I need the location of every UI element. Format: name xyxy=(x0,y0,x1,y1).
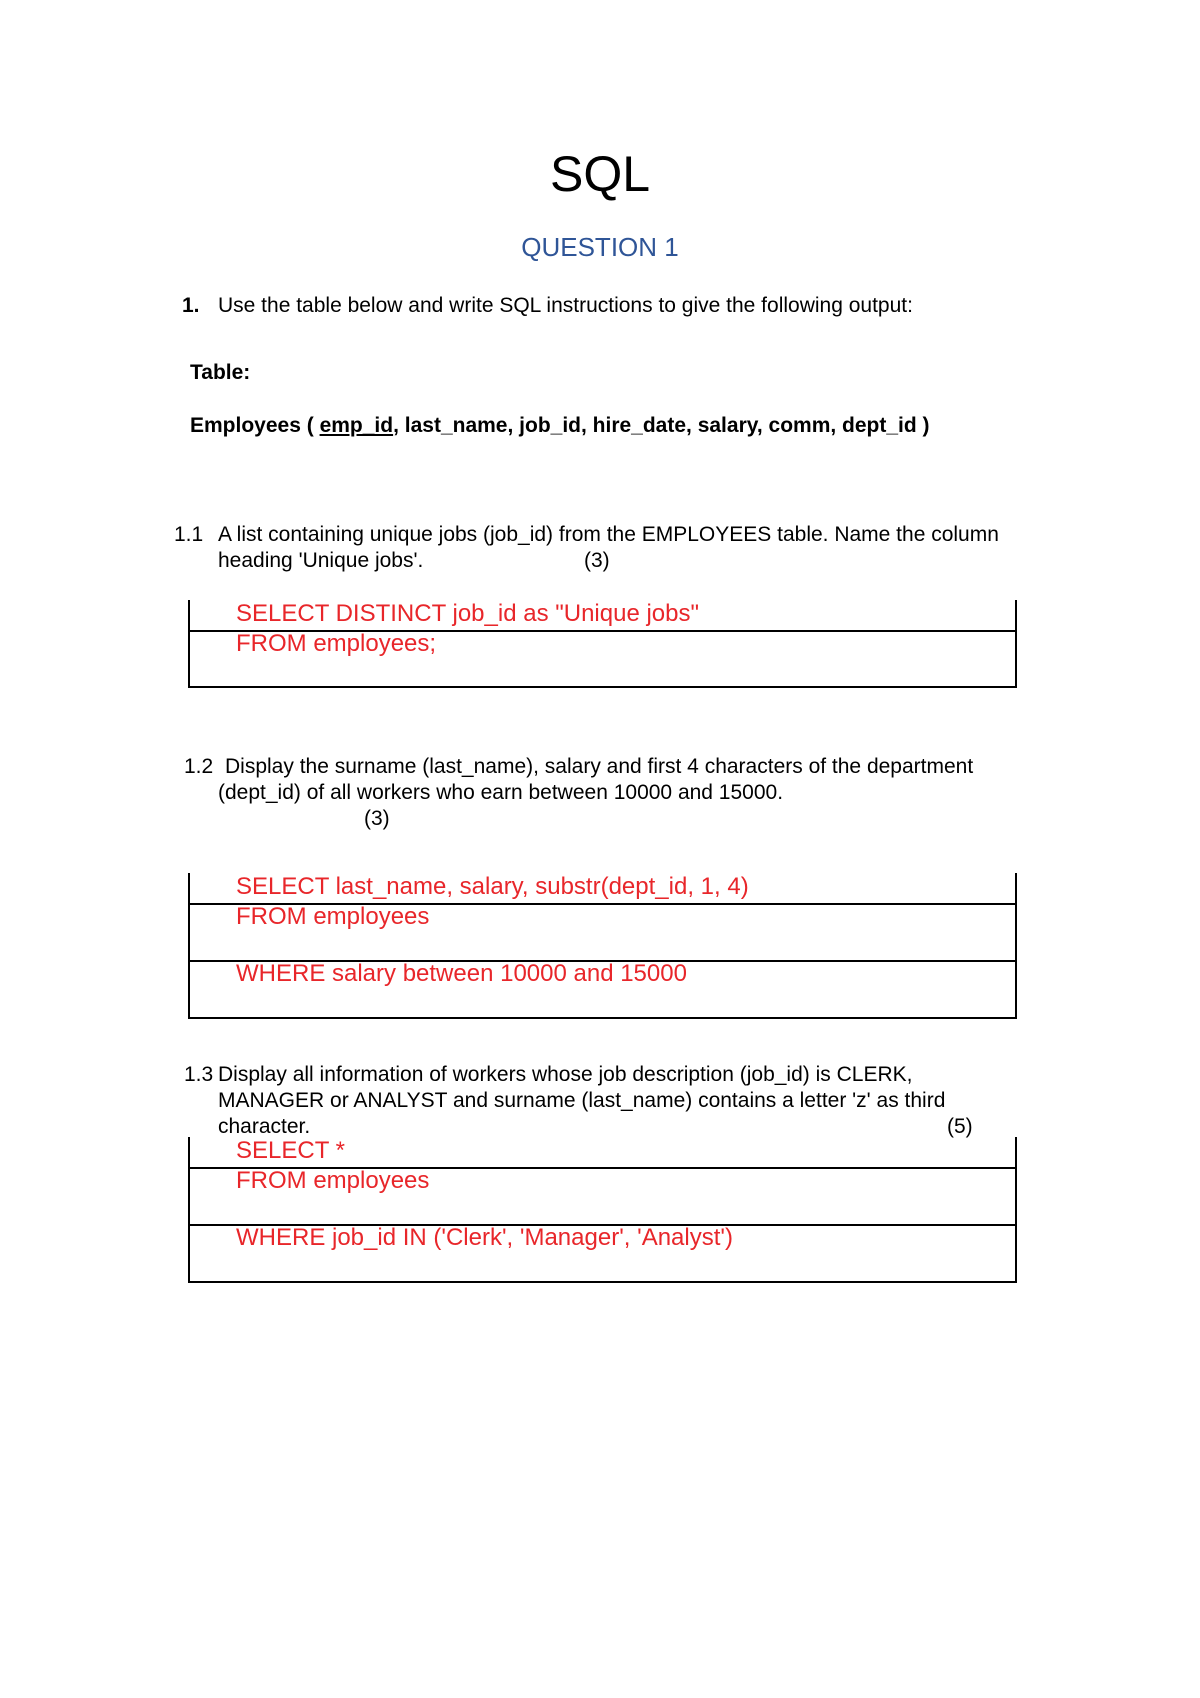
schema-columns: , last_name, job_id, hire_date, salary, comm, dept_id ) xyxy=(393,414,930,437)
answer-row xyxy=(190,903,1015,960)
q1-1-number: 1.1 xyxy=(174,523,204,546)
table-label: Table: xyxy=(190,361,251,384)
answer-line-from: FROM employees; xyxy=(236,630,437,657)
answer-line-where: WHERE job_id IN ('Clerk', 'Manager', 'Analyst') xyxy=(236,1224,733,1251)
q1-1-line1: A list containing unique jobs (job_id) from the EMPLOYEES table. Name the column xyxy=(218,523,999,546)
answer-line-select: SELECT DISTINCT job_id as "Unique jobs" xyxy=(236,600,700,627)
intro-number: 1. xyxy=(182,294,200,317)
q1-2-number: 1.2 xyxy=(184,755,214,778)
answer-line-where: WHERE salary between 10000 and 15000 xyxy=(236,960,687,987)
schema-primary-key: emp_id xyxy=(319,414,394,437)
answer-row xyxy=(190,630,1015,686)
q1-2-line1: Display the surname (last_name), salary and first 4 characters of the department xyxy=(225,755,974,778)
answer-box-1-2 xyxy=(188,873,1017,1019)
intro-text: Use the table below and write SQL instructions to give the following output: xyxy=(218,294,913,317)
q1-3-marks: (5) xyxy=(947,1115,973,1138)
q1-2-marks: (3) xyxy=(364,807,390,830)
answer-row xyxy=(190,1167,1015,1224)
answer-box-1-3 xyxy=(188,1137,1017,1283)
answer-line-select: SELECT last_name, salary, substr(dept_id, 1, 4) xyxy=(236,873,749,900)
answer-line-select: SELECT * xyxy=(236,1137,345,1164)
schema-name: Employees ( xyxy=(190,414,314,437)
q1-2-line2: (dept_id) of all workers who earn between 10000 and 15000. xyxy=(218,781,784,804)
answer-row xyxy=(190,873,1015,903)
q1-3-line2: MANAGER or ANALYST and surname (last_name) contains a letter 'z' as third xyxy=(218,1089,946,1112)
document-title: SQL xyxy=(549,146,651,202)
q1-3-line3: character. xyxy=(218,1115,311,1138)
answer-row xyxy=(190,600,1015,630)
answer-line-from: FROM employees xyxy=(236,1167,430,1194)
schema-line xyxy=(190,413,930,439)
question-heading: QUESTION 1 xyxy=(521,232,679,262)
answer-box-1-1 xyxy=(188,600,1017,688)
answer-line-from: FROM employees xyxy=(236,903,430,930)
q1-3-number: 1.3 xyxy=(184,1063,214,1086)
answer-row xyxy=(190,960,1015,1017)
answer-row xyxy=(190,1224,1015,1281)
answer-row xyxy=(190,1137,1015,1167)
q1-1-line2: heading 'Unique jobs'. xyxy=(218,549,424,572)
q1-3-line1: Display all information of workers whose job description (job_id) is CLERK, xyxy=(218,1063,913,1086)
q1-1-marks: (3) xyxy=(584,549,610,572)
